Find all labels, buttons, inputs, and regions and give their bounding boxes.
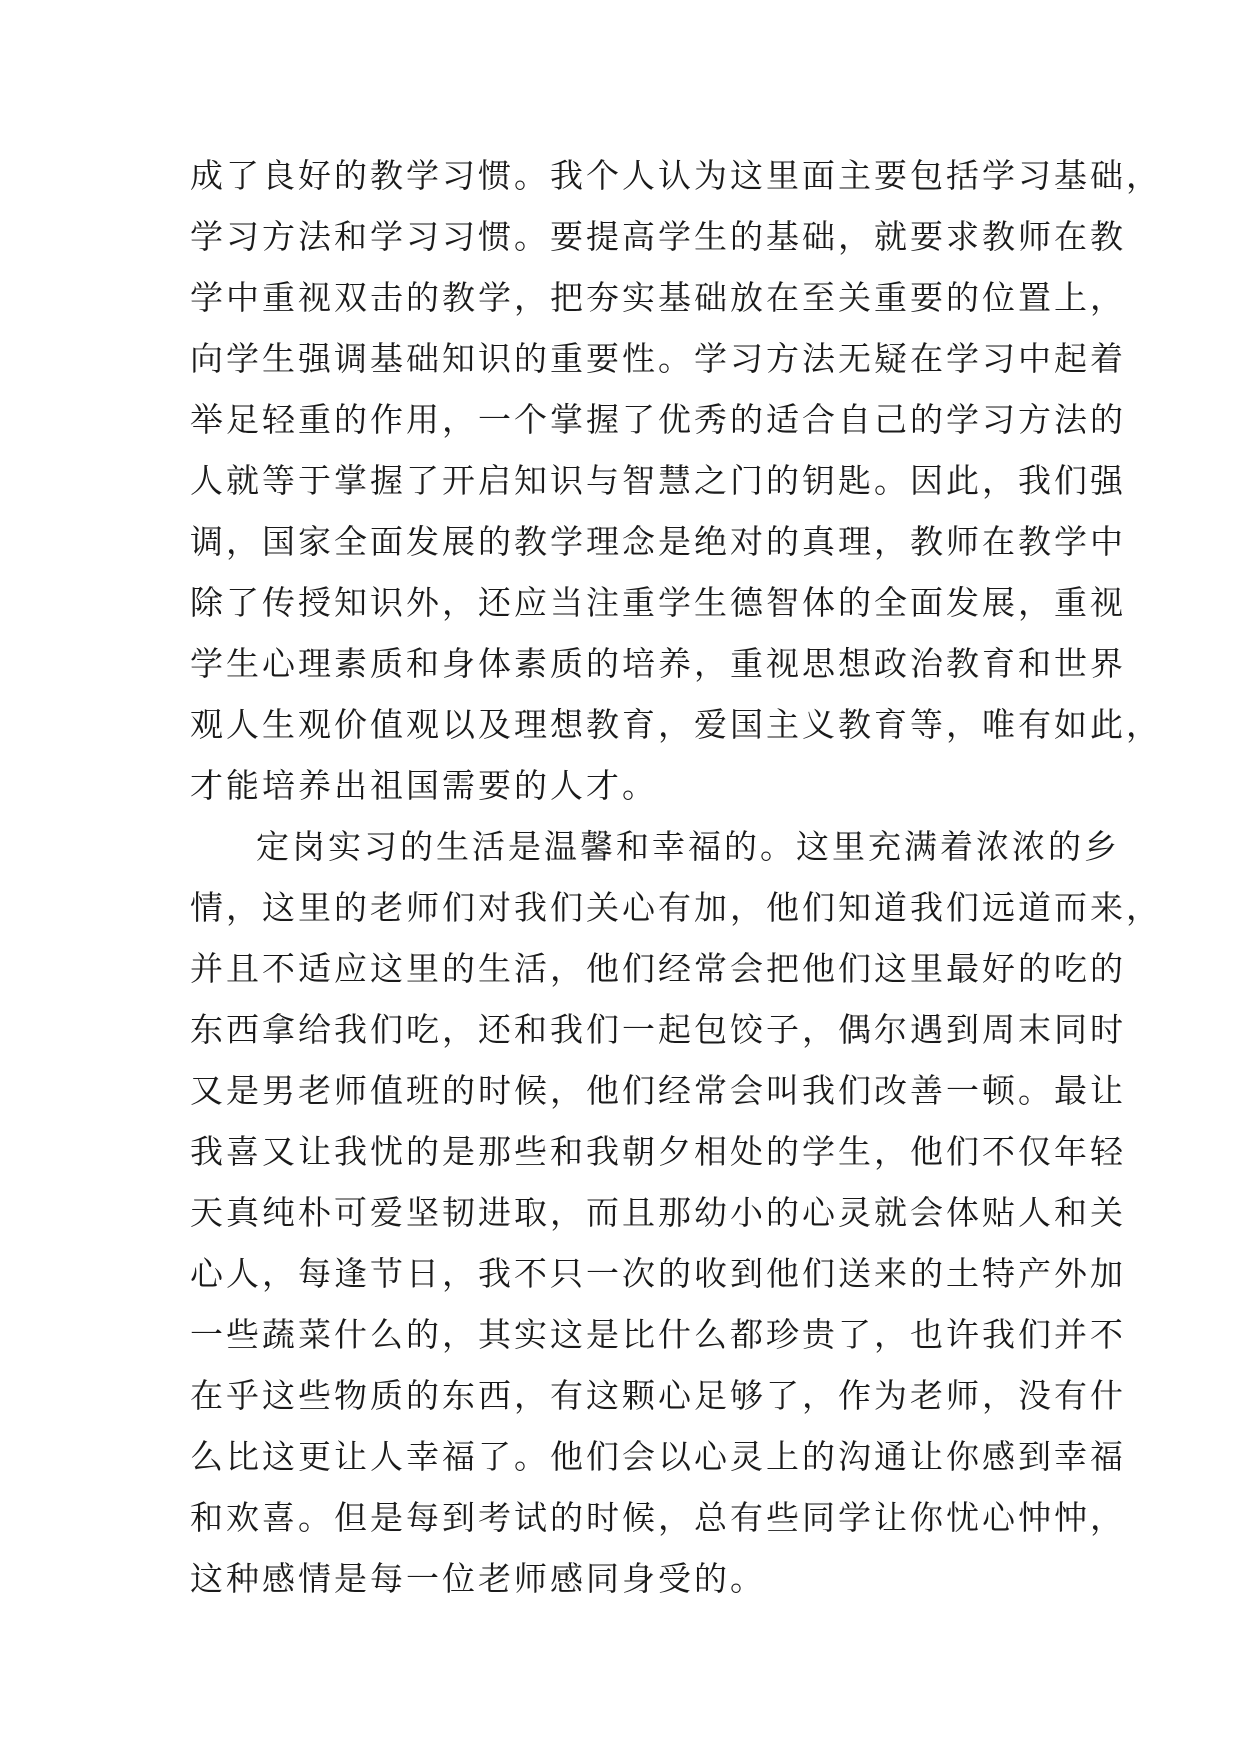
text-line: 在乎这些物质的东西，有这颗心足够了，作为老师，没有什 bbox=[190, 1376, 1126, 1415]
text-line: 和欢喜。但是每到考试的时候，总有些同学让你忧心忡忡， bbox=[190, 1498, 1126, 1537]
text-line: 心人，每逢节日，我不只一次的收到他们送来的土特产外加 bbox=[190, 1254, 1126, 1293]
text-line: 东西拿给我们吃，还和我们一起包饺子，偶尔遇到周末同时 bbox=[190, 1010, 1126, 1049]
paragraph-first-line: 定岗实习的生活是温馨和幸福的。这里充满着浓浓的乡 bbox=[256, 827, 1120, 866]
text-line: 么比这更让人幸福了。他们会以心灵上的沟通让你感到幸福 bbox=[190, 1437, 1126, 1476]
text-line: 我喜又让我忧的是那些和我朝夕相处的学生，他们不仅年轻 bbox=[190, 1132, 1126, 1171]
text-line: 学生心理素质和身体素质的培养，重视思想政治教育和世界 bbox=[190, 644, 1126, 683]
paragraph-end-line: 才能培养出祖国需要的人才。 bbox=[190, 766, 658, 805]
text-line: 情，这里的老师们对我们关心有加，他们知道我们远道而来， bbox=[190, 888, 1162, 927]
text-line: 又是男老师值班的时候，他们经常会叫我们改善一顿。最让 bbox=[190, 1071, 1126, 1110]
text-line: 并且不适应这里的生活，他们经常会把他们这里最好的吃的 bbox=[190, 949, 1126, 988]
text-line: 调，国家全面发展的教学理念是绝对的真理，教师在教学中 bbox=[190, 522, 1126, 561]
text-line: 观人生观价值观以及理想教育，爱国主义教育等，唯有如此， bbox=[190, 705, 1162, 744]
text-line: 天真纯朴可爱坚韧进取，而且那幼小的心灵就会体贴人和关 bbox=[190, 1193, 1126, 1232]
text-line: 成了良好的教学习惯。我个人认为这里面主要包括学习基础， bbox=[190, 156, 1162, 195]
text-line: 一些蔬菜什么的，其实这是比什么都珍贵了，也许我们并不 bbox=[190, 1315, 1126, 1354]
text-line: 除了传授知识外，还应当注重学生德智体的全面发展，重视 bbox=[190, 583, 1126, 622]
text-line: 人就等于掌握了开启知识与智慧之门的钥匙。因此，我们强 bbox=[190, 461, 1126, 500]
text-line: 学中重视双击的教学，把夯实基础放在至关重要的位置上， bbox=[190, 278, 1126, 317]
text-line: 学习方法和学习习惯。要提高学生的基础，就要求教师在教 bbox=[190, 217, 1126, 256]
paragraph-end-line: 这种感情是每一位老师感同身受的。 bbox=[190, 1559, 766, 1598]
text-line: 举足轻重的作用，一个掌握了优秀的适合自己的学习方法的 bbox=[190, 400, 1126, 439]
text-line: 向学生强调基础知识的重要性。学习方法无疑在学习中起着 bbox=[190, 339, 1126, 378]
